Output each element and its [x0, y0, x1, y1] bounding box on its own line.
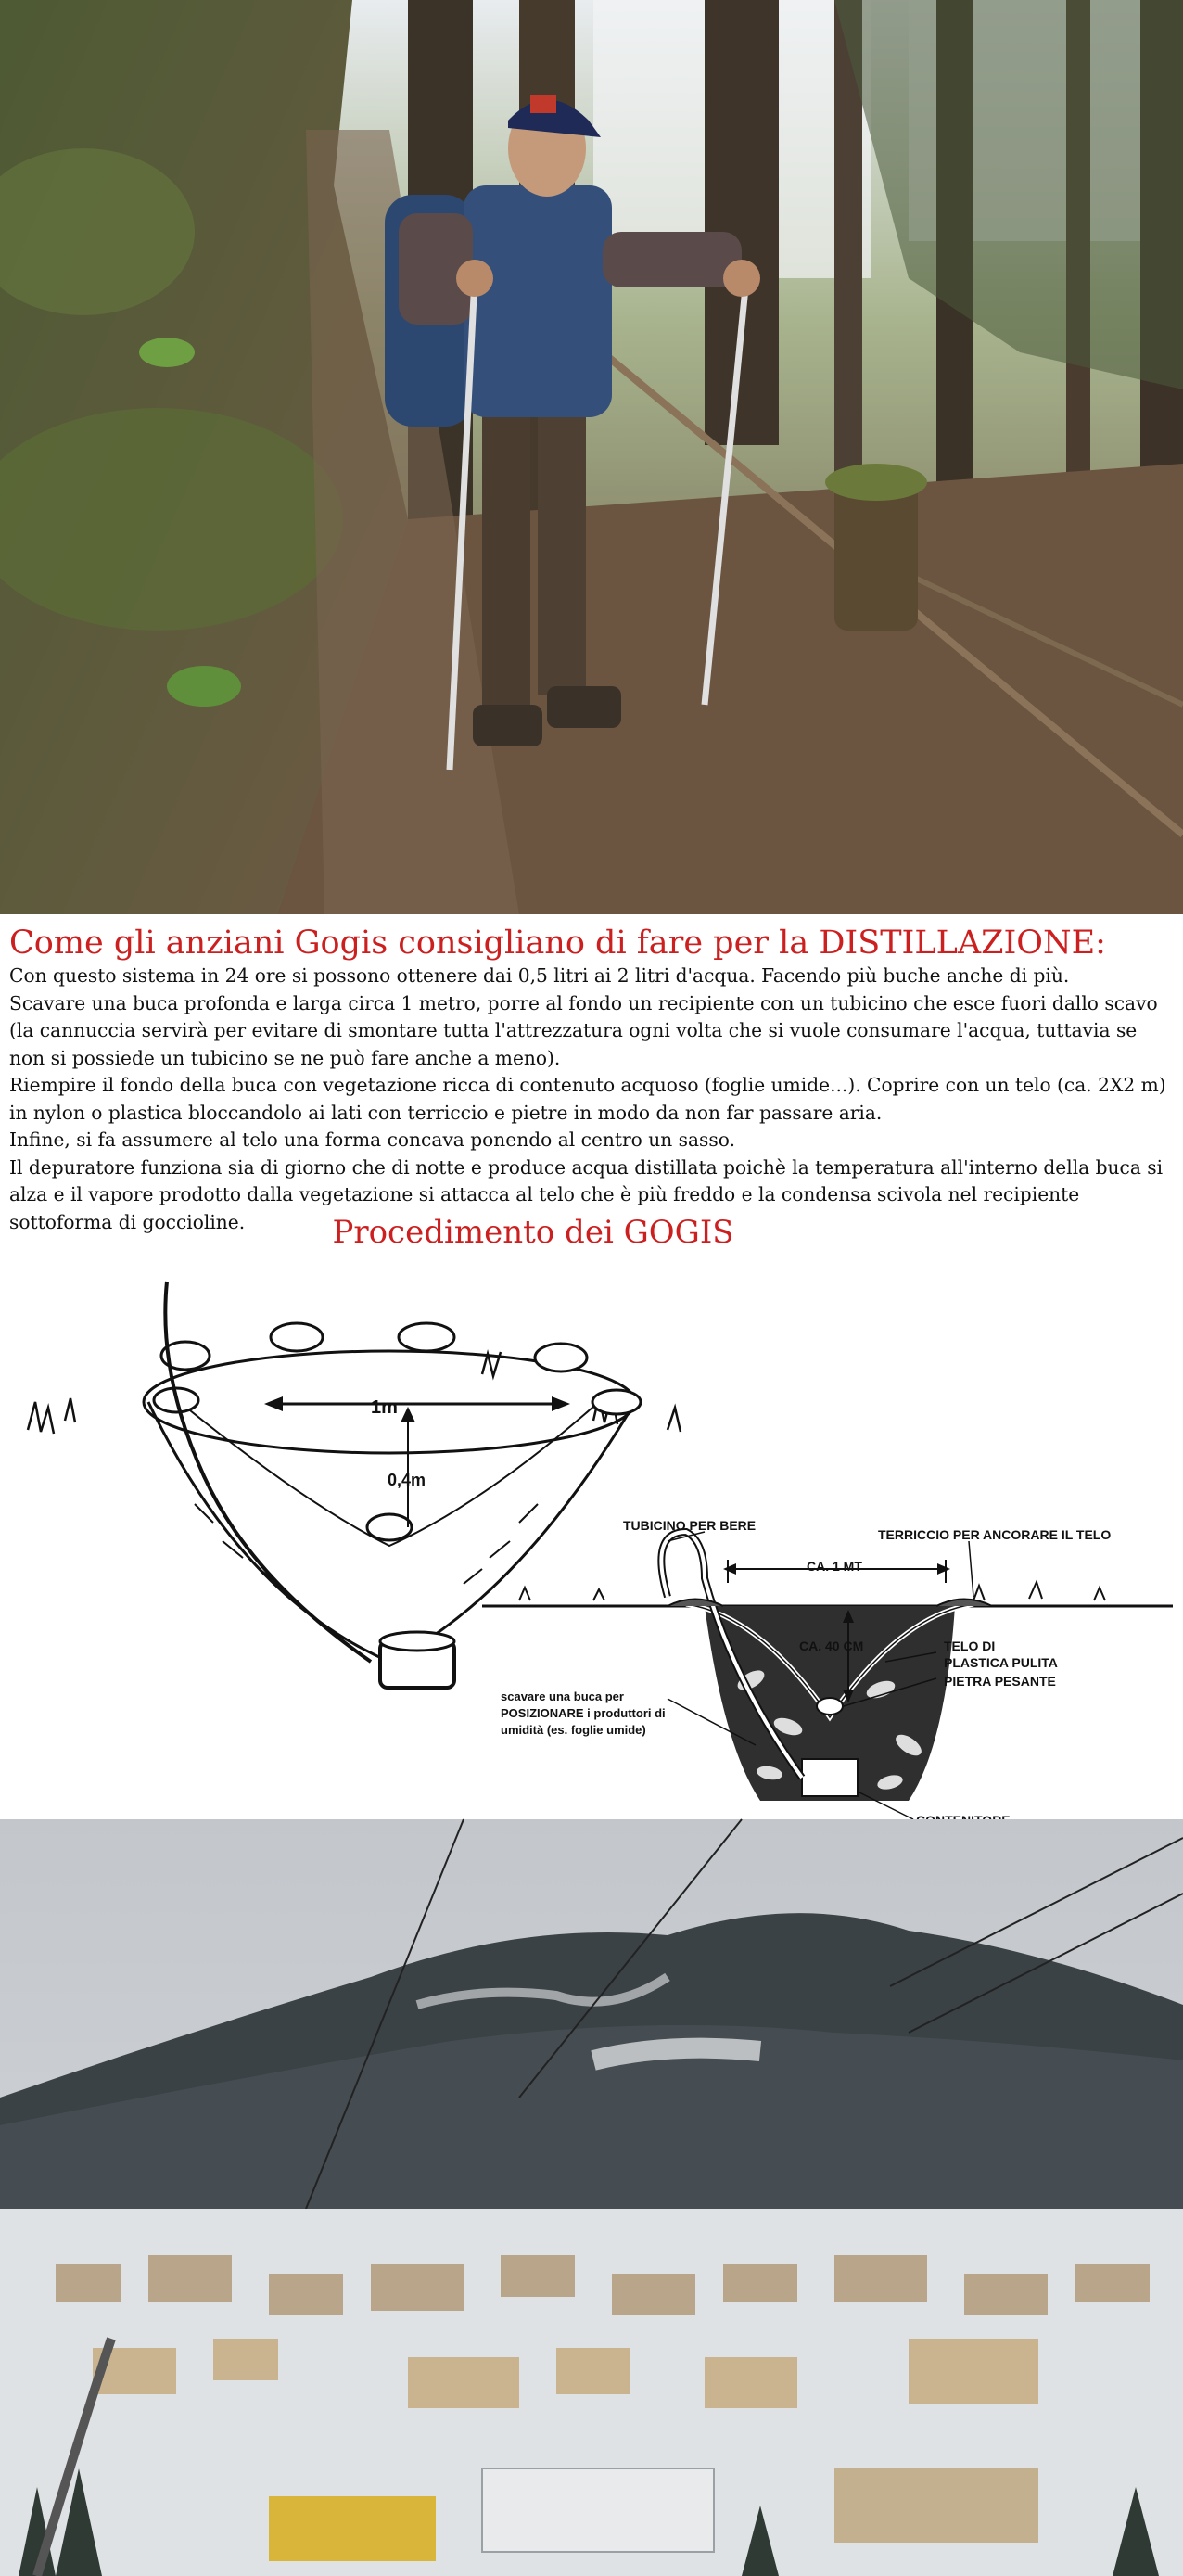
- main-heading: Come gli anziani Gogis consigliano di fare per la DISTILLAZIONE:: [9, 925, 1106, 962]
- sheet-label-line1: TELO DI: [944, 1639, 996, 1653]
- dig-label-line1: scavare una buca per: [501, 1690, 624, 1703]
- right-width-label: CA. 1 MT: [807, 1559, 862, 1574]
- left-depth-label: 0,4m: [388, 1471, 426, 1489]
- hiker-forest-photo: [0, 0, 1183, 914]
- left-width-label: 1m: [371, 1397, 398, 1418]
- paragraph-yield: Con questo sistema in 24 ore si possono ottenere dai 0,5 litri ai 2 litri d'acqua. Facendo più buche anche di più.: [9, 964, 1070, 987]
- paragraph-dig: Scavare una buca profonda e larga circa 1 metro, porre al fondo un recipiente con un tubicino che esce fuori dallo scavo (la cannuccia servirà per evitare di smontare tutta l'attrezzatura ogni volta che si vuole consumare l'acqua, tuttavia se non si possiede un tubicino se ne può fare anche a meno).: [9, 991, 1158, 1069]
- soil-label: TERRICCIO PER ANCORARE IL TELO: [878, 1527, 1112, 1542]
- paragraph-function: Il depuratore funziona sia di giorno che di notte e produce acqua distillata poichè la temperatura all'interno della buca si alza e il vapore prodotto dalla vegetazione si attacca al telo che è più freddo e la condensa scivola nel recipiente sottoforma di goccioline.: [9, 1155, 1164, 1233]
- instructions-text: [9, 963, 1176, 1236]
- dig-label-line2: POSIZIONARE i produttori di: [501, 1706, 666, 1720]
- snowy-valley-photo: [0, 1819, 1183, 2576]
- sheet-label-line2: PLASTICA PULITA: [944, 1655, 1058, 1670]
- valley-photo-illustration: [0, 1819, 1183, 2576]
- tube-label: TUBICINO PER BERE: [623, 1518, 757, 1533]
- paragraph-fill: Riempire il fondo della buca con vegetazione ricca di contenuto acquoso (foglie umide...). Coprire con un telo (ca. 2X2 m) in nylon o plastica bloccandolo ai lati con terriccio e pietre in modo da non far passare aria.: [9, 1074, 1166, 1124]
- hiker-photo-illustration: [0, 0, 1183, 914]
- solar-still-diagrams: [0, 1263, 1183, 1819]
- stone-label: PIETRA PESANTE: [944, 1674, 1056, 1689]
- left-sketch: [28, 1282, 681, 1688]
- dig-label-line3: umidità (es. foglie umide): [501, 1723, 646, 1737]
- right-depth-label: CA. 40 CM: [799, 1639, 864, 1653]
- procedure-heading: Procedimento dei GOGIS: [332, 1214, 734, 1251]
- diagrams-section: [0, 1263, 1183, 1819]
- right-diagram: [482, 1532, 1173, 1819]
- paragraph-stone: Infine, si fa assumere al telo una forma concava ponendo al centro un sasso.: [9, 1129, 735, 1151]
